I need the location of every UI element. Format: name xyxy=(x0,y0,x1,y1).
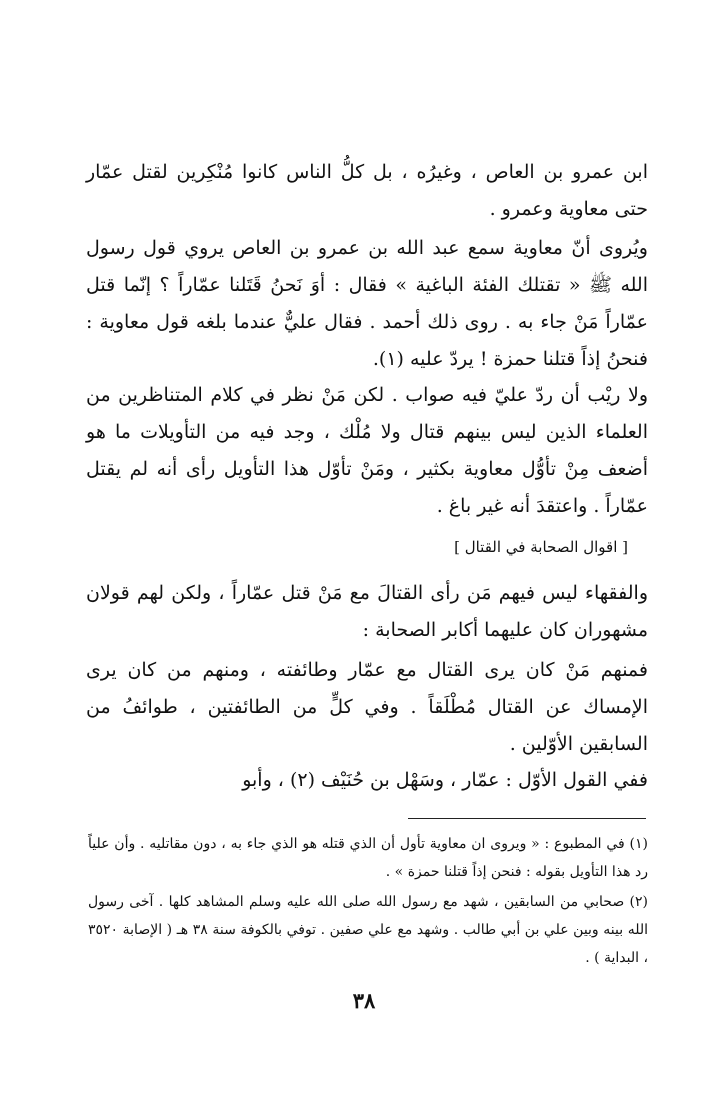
footnote-2: (٢) صحابي من السابقين ، شهد مع رسول الله صلى الله عليه وسلم المشاهد كلها . آخى رسول الله بينه وبين علي بن أبي طالب . وشهد مع علي صفين . توفي بالكوفة سنة ٣٨ هـ ( الإصابة ٣٥٢٠ ، البداية ) . xyxy=(88,894,648,966)
paragraph-2: ويُروى أنّ معاوية سمع عبد الله بن عمرو بن العاص يروي قول رسول الله ﷺ « تقتلك الفئة الباغية » فقال : أوَ نَحنُ قَتَلنا عمّاراً ؟ إنّما قتل عمّاراً مَنْ جاء به . روى ذلك أحمد . فقال عليٌّ عندما بلغه قول معاوية : فنحنُ إذاً قتلنا حمزة ! يردّ عليه (١). xyxy=(86,237,648,370)
paragraph-5: فمنهم مَنْ كان يرى القتال مع عمّار وطائفته ، ومنهم من كان يرى الإمساك عن القتال مُطْلَقاً . وفي كلٍّ من الطائفتين ، طوائفُ من السابقين الأوّلين . xyxy=(86,659,648,755)
paragraph-4: والفقهاء ليس فيهم مَن رأى القتالَ مع مَنْ قتل عمّاراً ، ولكن لهم قولان مشهوران كان عليهما أكابر الصحابة : xyxy=(86,582,648,641)
paragraph-6: ففي القول الأوّل : عمّار ، وسَهْل بن حُنَيْف (٢) ، وأبو xyxy=(242,769,648,791)
paragraph-3: ولا ريْب أن ردّ عليّ فيه صواب . لكن مَنْ نظر في كلام المتناظرين من العلماء الذين ليس بينهم قتال ولا مُلْك ، وجد فيه من التأويلات ما هو أضعف مِنْ تأوُّل معاوية بكثير ، ومَنْ تأوّل هذا التأويل رأى أنه لم يقتل عمّاراً . واعتقدَ أنه غير باغ . xyxy=(86,384,648,517)
page-number: ٣٨ xyxy=(352,988,376,1013)
footnote-separator xyxy=(408,818,646,819)
section-heading: [ اقوال الصحابة في القتال ] xyxy=(454,538,628,556)
footnote-1: (١) في المطبوع : « ويروى ان معاوية تأول أن الذي قتله هو الذي جاء به ، دون مقاتليه . وأن علياً رد هذا التأويل بقوله : فنحن إذاً قتلنا حمزة » . xyxy=(88,836,648,880)
paragraph-1: ابن عمرو بن العاص ، وغيرُه ، بل كلُّ الناس كانوا مُنْكِرين لقتل عمّار حتى معاوية وعمرو . xyxy=(86,161,648,220)
